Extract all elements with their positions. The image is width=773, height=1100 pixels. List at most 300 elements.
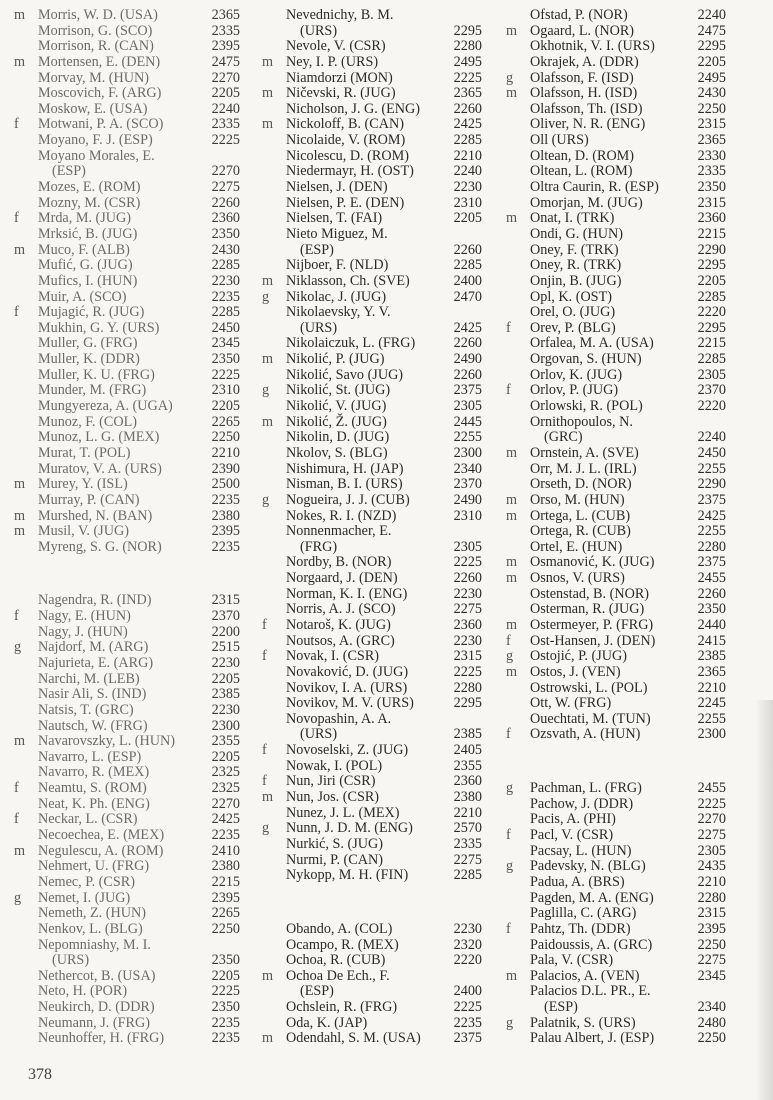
player-entry xyxy=(262,71,500,87)
player-rating: 2400 xyxy=(453,272,482,289)
player-name: Murray, P. (CAN) xyxy=(38,491,140,508)
player-name: Ouechtati, M. (TUN) xyxy=(530,710,651,727)
player-name: Nielsen, T. (FAI) xyxy=(286,210,383,227)
player-rating: 2285 xyxy=(453,257,482,274)
player-name: Omorjan, M. (JUG) xyxy=(530,194,643,211)
title-marker: f xyxy=(262,742,267,759)
player-entry xyxy=(14,625,254,641)
player-entry xyxy=(14,765,254,781)
player-name: Nemec, P. (CSR) xyxy=(38,873,135,890)
player-rating: 2490 xyxy=(453,351,482,368)
player-name: Nikolić, V. (JUG) xyxy=(286,398,387,415)
player-entry xyxy=(506,399,746,415)
player-rating: 2225 xyxy=(453,663,482,680)
player-entry xyxy=(262,102,500,118)
player-name: Narchi, M. (LEB) xyxy=(38,670,140,687)
player-entry xyxy=(14,477,254,493)
player-entry xyxy=(506,828,746,844)
player-entry xyxy=(262,211,500,227)
player-name: Nikolin, D. (JUG) xyxy=(286,429,390,446)
player-name: Ostojić, P. (JUG) xyxy=(530,648,627,665)
player-name: Nevole, V. (CSR) xyxy=(286,38,386,55)
player-rating: 2365 xyxy=(211,7,240,23)
player-entry-continuation xyxy=(262,727,500,743)
player-rating: 2250 xyxy=(697,100,726,117)
player-rating: 2315 xyxy=(697,116,726,133)
player-entry xyxy=(262,953,500,969)
player-entry xyxy=(262,837,500,853)
player-entry xyxy=(506,102,746,118)
player-rating: 2290 xyxy=(697,476,726,493)
player-entry xyxy=(506,446,746,462)
player-entry xyxy=(14,243,254,259)
player-entry xyxy=(14,55,254,71)
player-entry xyxy=(506,681,746,697)
title-marker: m xyxy=(14,53,26,70)
player-entry xyxy=(14,321,254,337)
player-entry xyxy=(262,571,500,587)
player-rating: 2205 xyxy=(211,398,240,415)
player-name: Olafsson, F. (ISD) xyxy=(530,69,634,86)
player-rating: 2235 xyxy=(211,1014,240,1031)
player-rating: 2210 xyxy=(453,804,482,821)
player-rating: 2380 xyxy=(211,507,240,524)
player-name: Nikolaevsky, Y. V. xyxy=(286,304,391,321)
player-entry xyxy=(262,665,500,681)
player-entry xyxy=(14,24,254,40)
player-entry xyxy=(14,1031,254,1047)
player-entry xyxy=(506,953,746,969)
player-entry xyxy=(506,71,746,87)
player-name: Odendahl, S. M. (USA) xyxy=(286,1030,421,1047)
title-marker: f xyxy=(506,726,511,743)
player-name: Oltean, L. (ROM) xyxy=(530,163,633,180)
player-country: (URS) xyxy=(300,726,338,743)
player-rating: 2325 xyxy=(211,764,240,781)
player-entry xyxy=(506,891,746,907)
player-name: Morrison, G. (SCO) xyxy=(38,22,153,39)
player-name: Nisman, B. I. (URS) xyxy=(286,476,403,493)
player-rating: 2315 xyxy=(453,648,482,665)
player-name: Ostermeyer, P. (FRG) xyxy=(530,616,654,633)
player-name: Ostrowski, L. (POL) xyxy=(530,679,648,696)
title-marker: g xyxy=(506,858,514,875)
player-rating: 2435 xyxy=(697,858,726,875)
player-name: Niamdorzi (MON) xyxy=(286,69,393,86)
player-rating: 2385 xyxy=(211,686,240,703)
player-entry xyxy=(14,258,254,274)
player-name: Moscovich, F. (ARG) xyxy=(38,85,162,102)
player-name: Orgovan, S. (HUN) xyxy=(530,351,642,368)
player-name: Pachow, J. (DDR) xyxy=(530,795,634,812)
player-name: Oltean, D. (ROM) xyxy=(530,147,635,164)
player-rating: 2430 xyxy=(211,241,240,258)
player-name: Paglilla, C. (ARG) xyxy=(530,905,637,922)
player-rating: 2380 xyxy=(453,789,482,806)
player-rating: 2305 xyxy=(453,538,482,555)
player-rating: 2275 xyxy=(211,179,240,196)
player-entry xyxy=(506,274,746,290)
player-rating: 2220 xyxy=(697,398,726,415)
player-entry xyxy=(14,750,254,766)
player-rating: 2345 xyxy=(697,967,726,984)
player-name: Motwani, P. A. (SCO) xyxy=(38,116,164,133)
player-rating: 2285 xyxy=(697,288,726,305)
player-name: Nagendra, R. (IND) xyxy=(38,592,152,609)
title-marker: g xyxy=(262,491,270,508)
player-name: Muller, K. U. (FRG) xyxy=(38,366,155,383)
player-rating: 2350 xyxy=(211,225,240,242)
player-entry xyxy=(14,938,254,954)
player-entry xyxy=(506,149,746,165)
player-name: Nielsen, J. (DEN) xyxy=(286,179,388,196)
player-name: Orr, M. J. L. (IRL) xyxy=(530,460,637,477)
player-entry xyxy=(506,1016,746,1032)
player-entry xyxy=(262,117,500,133)
player-name: Ochoa, R. (CUB) xyxy=(286,952,386,969)
player-rating: 2450 xyxy=(697,444,726,461)
player-entry xyxy=(506,618,746,634)
player-entry xyxy=(262,133,500,149)
player-name: Natsis, T. (GRC) xyxy=(38,701,134,718)
player-name: Nikolić, Ž. (JUG) xyxy=(286,413,387,430)
player-name: Ostenstad, B. (NOR) xyxy=(530,585,650,602)
player-entry xyxy=(14,493,254,509)
player-rating: 2250 xyxy=(697,1030,726,1047)
player-entry xyxy=(14,1000,254,1016)
player-rating: 2295 xyxy=(453,22,482,39)
player-rating: 2285 xyxy=(697,351,726,368)
player-name: Mrda, M. (JUG) xyxy=(38,210,131,227)
player-rating: 2235 xyxy=(211,538,240,555)
player-name: Muller, G. (FRG) xyxy=(38,335,138,352)
player-name: Nicolescu, D. (ROM) xyxy=(286,147,409,164)
player-country: (URS) xyxy=(52,952,90,969)
player-rating: 2230 xyxy=(453,632,482,649)
player-rating: 2350 xyxy=(697,179,726,196)
player-entry xyxy=(14,781,254,797)
player-name: Niklasson, Ch. (SVE) xyxy=(286,272,410,289)
player-name: Nautsch, W. (FRG) xyxy=(38,717,148,734)
player-entry-continuation xyxy=(14,953,254,969)
player-rating: 2470 xyxy=(453,288,482,305)
player-entry xyxy=(506,383,746,399)
player-name: Muco, F. (ALB) xyxy=(38,241,130,258)
player-rating: 2495 xyxy=(697,69,726,86)
player-entry xyxy=(14,227,254,243)
player-name: Palau Albert, J. (ESP) xyxy=(530,1030,655,1047)
player-rating: 2285 xyxy=(211,257,240,274)
player-rating: 2260 xyxy=(211,194,240,211)
player-rating: 2275 xyxy=(453,851,482,868)
player-rating: 2395 xyxy=(211,889,240,906)
title-marker: g xyxy=(262,820,270,837)
player-name: Nun, Jos. (CSR) xyxy=(286,789,380,806)
player-entry-continuation xyxy=(262,984,500,1000)
player-entry xyxy=(506,665,746,681)
player-entry xyxy=(14,39,254,55)
player-entry xyxy=(262,227,500,243)
player-entry xyxy=(14,509,254,525)
player-entry xyxy=(506,196,746,212)
player-rating: 2270 xyxy=(211,795,240,812)
player-name: Orfalea, M. A. (USA) xyxy=(530,335,654,352)
player-name: Orso, M. (HUN) xyxy=(530,491,625,508)
player-name: Oltra Caurin, R. (ESP) xyxy=(530,179,659,196)
player-rating: 2270 xyxy=(211,69,240,86)
title-marker: f xyxy=(14,304,19,321)
player-entry xyxy=(14,71,254,87)
player-entry xyxy=(262,305,500,321)
player-country: (FRG) xyxy=(300,538,338,555)
player-entry xyxy=(262,399,500,415)
player-name: Neckar, L. (CSR) xyxy=(38,811,138,828)
player-country: (ESP) xyxy=(300,983,334,1000)
player-name: Muller, K. (DDR) xyxy=(38,351,140,368)
player-rating: 2340 xyxy=(697,999,726,1016)
player-entry xyxy=(262,743,500,759)
player-entry xyxy=(262,164,500,180)
player-name: Ozsvath, A. (HUN) xyxy=(530,726,641,743)
player-name: Norman, K. I. (ENG) xyxy=(286,585,408,602)
player-name: Ortega, L. (CUB) xyxy=(530,507,631,524)
player-entry xyxy=(506,290,746,306)
player-name: Navarro, L. (ESP) xyxy=(38,748,142,765)
player-entry xyxy=(262,290,500,306)
player-rating: 2430 xyxy=(697,85,726,102)
player-rating: 2290 xyxy=(697,241,726,258)
player-name: Nemet, I. (JUG) xyxy=(38,889,131,906)
player-name: Pagden, M. A. (ENG) xyxy=(530,889,654,906)
player-rating: 2315 xyxy=(697,905,726,922)
player-rating: 2360 xyxy=(697,210,726,227)
player-rating: 2235 xyxy=(453,1014,482,1031)
player-entry xyxy=(262,180,500,196)
title-marker: f xyxy=(14,608,19,625)
title-marker: m xyxy=(262,1030,274,1047)
player-entry xyxy=(506,477,746,493)
title-marker: f xyxy=(506,632,511,649)
player-rating: 2225 xyxy=(453,554,482,571)
player-name: Novikov, M. V. (URS) xyxy=(286,695,414,712)
player-name: Nemeth, Z. (HUN) xyxy=(38,905,146,922)
player-entry xyxy=(14,969,254,985)
player-rating: 2205 xyxy=(453,210,482,227)
player-rating: 2250 xyxy=(211,429,240,446)
player-entry xyxy=(14,211,254,227)
player-rating: 2260 xyxy=(453,366,482,383)
player-entry xyxy=(262,430,500,446)
player-rating: 2225 xyxy=(453,69,482,86)
player-rating: 2265 xyxy=(211,413,240,430)
player-rating: 2385 xyxy=(697,648,726,665)
player-entry xyxy=(14,656,254,672)
player-entry xyxy=(262,681,500,697)
player-rating: 2230 xyxy=(453,920,482,937)
player-rating: 2375 xyxy=(697,554,726,571)
player-name: Orlowski, R. (POL) xyxy=(530,398,643,415)
player-entry xyxy=(506,117,746,133)
player-rating: 2225 xyxy=(211,983,240,1000)
player-entry xyxy=(506,55,746,71)
player-entry xyxy=(262,618,500,634)
player-name: Moyano Morales, E. xyxy=(38,147,155,164)
section-gap xyxy=(14,555,254,593)
player-name: Padua, A. (BRS) xyxy=(530,873,625,890)
player-rating: 2270 xyxy=(697,811,726,828)
player-name: Ničevski, R. (JUG) xyxy=(286,85,396,102)
player-rating: 2210 xyxy=(697,679,726,696)
player-name: Oney, F. (TRK) xyxy=(530,241,619,258)
player-name: Okhotnik, V. I. (URS) xyxy=(530,38,655,55)
player-rating: 2250 xyxy=(211,920,240,937)
player-rating: 2375 xyxy=(453,1030,482,1047)
player-entry xyxy=(506,336,746,352)
player-name: Muir, A. (SCO) xyxy=(38,288,127,305)
title-marker: m xyxy=(506,22,518,39)
player-name: Osnos, V. (URS) xyxy=(530,570,625,587)
player-name: Mufics, I. (HUN) xyxy=(38,272,138,289)
player-entry xyxy=(14,102,254,118)
player-name: Nishimura, H. (JAP) xyxy=(286,460,404,477)
title-marker: m xyxy=(14,476,26,493)
player-name: Onat, I. (TRK) xyxy=(530,210,615,227)
player-rating: 2310 xyxy=(453,507,482,524)
player-name: Najurieta, E. (ARG) xyxy=(38,654,154,671)
player-entry xyxy=(14,133,254,149)
player-entry xyxy=(506,938,746,954)
player-rating: 2285 xyxy=(453,867,482,884)
player-name: Mortensen, E. (DEN) xyxy=(38,53,161,70)
player-entry xyxy=(262,696,500,712)
player-entry xyxy=(262,39,500,55)
player-name: Paidoussis, A. (GRC) xyxy=(530,936,653,953)
column-1 xyxy=(14,8,254,1047)
player-entry xyxy=(14,352,254,368)
player-name: Palacios, A. (VEN) xyxy=(530,967,640,984)
player-name: Ost-Hansen, J. (DEN) xyxy=(530,632,656,649)
player-name: Nielsen, P. E. (DEN) xyxy=(286,194,405,211)
player-name: Nogueira, J. J. (CUB) xyxy=(286,491,410,508)
player-entry xyxy=(506,211,746,227)
player-name: Ochoa De Ech., F. xyxy=(286,967,390,984)
player-entry xyxy=(14,149,254,165)
player-rating: 2230 xyxy=(211,654,240,671)
player-name: Ott, W. (FRG) xyxy=(530,695,612,712)
player-name: Navarro, R. (MEX) xyxy=(38,764,150,781)
title-marker: m xyxy=(506,507,518,524)
player-name: Oney, R. (TRK) xyxy=(530,257,622,274)
player-country: (ESP) xyxy=(544,999,578,1016)
player-rating: 2255 xyxy=(697,710,726,727)
title-marker: m xyxy=(506,210,518,227)
player-rating: 2405 xyxy=(453,742,482,759)
player-entry xyxy=(262,383,500,399)
title-marker: f xyxy=(14,780,19,797)
player-name: Orseth, D. (NOR) xyxy=(530,476,632,493)
player-name: Nepomniashy, M. I. xyxy=(38,936,151,953)
column-2 xyxy=(262,8,500,1047)
player-rating: 2230 xyxy=(453,179,482,196)
player-name: Novak, I. (CSR) xyxy=(286,648,380,665)
player-rating: 2305 xyxy=(697,842,726,859)
title-marker: m xyxy=(262,967,274,984)
player-name: Nokes, R. I. (NZD) xyxy=(286,507,397,524)
player-rating: 2350 xyxy=(211,351,240,368)
player-rating: 2280 xyxy=(697,538,726,555)
player-rating: 2515 xyxy=(211,639,240,656)
title-marker: m xyxy=(14,7,26,23)
player-name: Nikolac, J. (JUG) xyxy=(286,288,387,305)
player-entry xyxy=(506,555,746,571)
player-entry xyxy=(506,984,746,1000)
player-rating: 2240 xyxy=(697,429,726,446)
player-rating: 2225 xyxy=(697,795,726,812)
player-name: Moskow, E. (USA) xyxy=(38,100,148,117)
player-rating: 2260 xyxy=(453,100,482,117)
player-entry xyxy=(262,938,500,954)
player-name: Notaroš, K. (JUG) xyxy=(286,616,391,633)
player-entry xyxy=(506,812,746,828)
player-entry xyxy=(262,1000,500,1016)
player-name: Nasir Ali, S. (IND) xyxy=(38,686,147,703)
title-marker: m xyxy=(14,842,26,859)
player-rating: 2285 xyxy=(453,132,482,149)
player-rating: 2335 xyxy=(211,22,240,39)
player-name: Osmanović, K. (JUG) xyxy=(530,554,655,571)
player-name: Olafsson, Th. (ISD) xyxy=(530,100,643,117)
player-entry xyxy=(506,305,746,321)
player-rating: 2360 xyxy=(211,210,240,227)
player-entry xyxy=(506,321,746,337)
player-name: Mufić, G. (JUG) xyxy=(38,257,133,274)
player-rating: 2205 xyxy=(211,748,240,765)
player-entry xyxy=(14,734,254,750)
player-rating: 2370 xyxy=(211,608,240,625)
player-name: Nagy, E. (HUN) xyxy=(38,608,131,625)
player-rating: 2225 xyxy=(211,366,240,383)
player-name: Mozes, E. (ROM) xyxy=(38,179,141,196)
player-rating: 2300 xyxy=(697,726,726,743)
player-name: Nethercot, B. (USA) xyxy=(38,967,156,984)
player-rating: 2205 xyxy=(697,53,726,70)
player-entry xyxy=(506,24,746,40)
player-entry xyxy=(262,821,500,837)
player-country: (GRC) xyxy=(544,429,583,446)
title-marker: m xyxy=(262,272,274,289)
player-name: Orev, P. (BLG) xyxy=(530,319,616,336)
player-name: Nowak, I. (POL) xyxy=(286,757,383,774)
player-name: Opl, K. (OST) xyxy=(530,288,612,305)
title-marker: m xyxy=(262,116,274,133)
player-entry xyxy=(506,602,746,618)
player-name: Nikolić, Savo (JUG) xyxy=(286,366,404,383)
player-name: Nunez, J. L. (MEX) xyxy=(286,804,400,821)
player-entry xyxy=(506,797,746,813)
player-entry xyxy=(262,149,500,165)
player-name: Mozny, M. (CSR) xyxy=(38,194,141,211)
player-country: (ESP) xyxy=(300,241,334,258)
player-name: Novoselski, Z. (JUG) xyxy=(286,742,409,759)
player-entry xyxy=(14,196,254,212)
player-entry xyxy=(506,649,746,665)
player-entry xyxy=(262,493,500,509)
player-name: Nurmi, P. (CAN) xyxy=(286,851,383,868)
player-entry xyxy=(14,290,254,306)
player-rating: 2270 xyxy=(211,163,240,180)
player-entry xyxy=(14,415,254,431)
title-marker: m xyxy=(506,663,518,680)
